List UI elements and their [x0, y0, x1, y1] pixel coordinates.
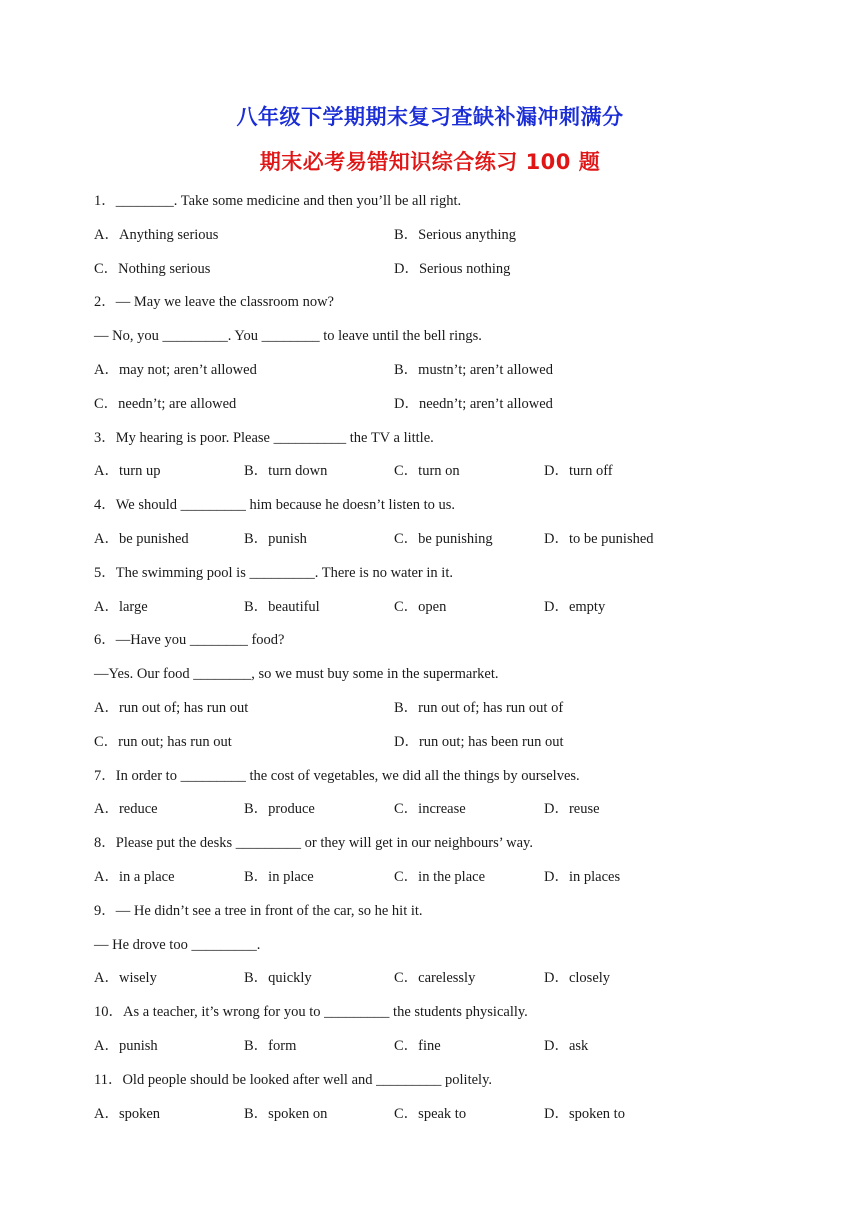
- answer-option: B．turn down: [244, 463, 328, 480]
- answer-option: B．mustn’t; aren’t allowed: [394, 362, 553, 378]
- question-stem: 5．The swimming pool is _________. There is no water in it.: [94, 564, 453, 581]
- question-stem: 1．________. Take some medicine and then you’ll be all right.: [94, 193, 462, 209]
- answer-option: B．punish: [244, 531, 307, 547]
- answer-option: A．wisely: [94, 970, 157, 987]
- answer-option: C．be punishing: [394, 531, 493, 547]
- answer-option: C．turn on: [394, 463, 460, 480]
- answer-option: C．carelessly: [394, 970, 476, 987]
- answer-option: A．reduce: [94, 801, 158, 818]
- question-stem: 11．Old people should be looked after well and _________ politely.: [94, 1071, 492, 1088]
- answer-option: D．closely: [544, 970, 611, 987]
- answer-option: B．spoken on: [244, 1105, 328, 1122]
- answer-option: D．in places: [544, 869, 621, 885]
- answer-option: D．Serious nothing: [394, 260, 511, 277]
- answer-option: D．empty: [544, 598, 606, 615]
- answer-option: C．in the place: [394, 869, 486, 885]
- answer-option: B．form: [244, 1038, 297, 1054]
- answer-option: C．speak to: [394, 1105, 467, 1122]
- answer-option: D．ask: [544, 1038, 589, 1054]
- answer-option: C．run out; has run out: [94, 733, 232, 750]
- answer-option: B．Serious anything: [394, 226, 517, 243]
- answer-option: D．needn’t; aren’t allowed: [394, 395, 553, 412]
- question-stem: — No, you _________. You ________ to leave until the bell rings.: [94, 328, 482, 345]
- answer-option: C．needn’t; are allowed: [94, 395, 237, 412]
- answer-option: D．reuse: [544, 801, 600, 818]
- answer-option: C．fine: [394, 1038, 441, 1054]
- answer-option: D．run out; has been run out: [394, 733, 564, 750]
- question-stem: 8．Please put the desks _________ or they will get in our neighbours’ way.: [94, 835, 533, 852]
- answer-option: D．turn off: [544, 463, 613, 480]
- answer-option: C．increase: [394, 801, 466, 818]
- answer-option: B．in place: [244, 869, 314, 885]
- answer-option: A．spoken: [94, 1105, 161, 1122]
- question-stem: — He drove too _________.: [94, 936, 261, 953]
- answer-option: B．beautiful: [244, 598, 320, 615]
- answer-option: B．produce: [244, 801, 315, 818]
- question-stem: 10．As a teacher, it’s wrong for you to _________ the students physically.: [94, 1004, 528, 1021]
- answer-option: A．run out of; has run out: [94, 700, 249, 716]
- answer-option: A．may not; aren’t allowed: [94, 362, 257, 378]
- question-stem: —Yes. Our food ________, so we must buy some in the supermarket.: [94, 666, 499, 683]
- answer-option: C．Nothing serious: [94, 260, 211, 277]
- title-line-2: 期末必考易错知识综合练习 100 题: [259, 150, 601, 174]
- question-stem: 4．We should _________ him because he doesn’t listen to us.: [94, 497, 456, 514]
- answer-option: A．punish: [94, 1038, 158, 1054]
- question-stem: 7．In order to _________ the cost of vegetables, we did all the things by ourselves.: [94, 767, 580, 784]
- answer-option: D．spoken to: [544, 1105, 625, 1122]
- answer-option: A．be punished: [94, 531, 189, 547]
- title-line-1: 八年级下学期期末复习查缺补漏冲刺满分: [236, 105, 624, 129]
- answer-option: D．to be punished: [544, 531, 654, 547]
- answer-option: B．quickly: [244, 970, 312, 987]
- answer-option: A．in a place: [94, 869, 175, 885]
- question-stem: 2．— May we leave the classroom now?: [94, 294, 334, 311]
- answer-option: A．turn up: [94, 463, 161, 480]
- answer-option: C．open: [394, 598, 447, 615]
- question-stem: 6．—Have you ________ food?: [94, 632, 285, 649]
- answer-option: A．Anything serious: [94, 226, 219, 243]
- answer-option: A．large: [94, 598, 148, 615]
- question-stem: 9．— He didn’t see a tree in front of the car, so he hit it.: [94, 902, 423, 919]
- question-stem: 3．My hearing is poor. Please __________ the TV a little.: [94, 429, 434, 446]
- answer-option: B．run out of; has run out of: [394, 700, 564, 716]
